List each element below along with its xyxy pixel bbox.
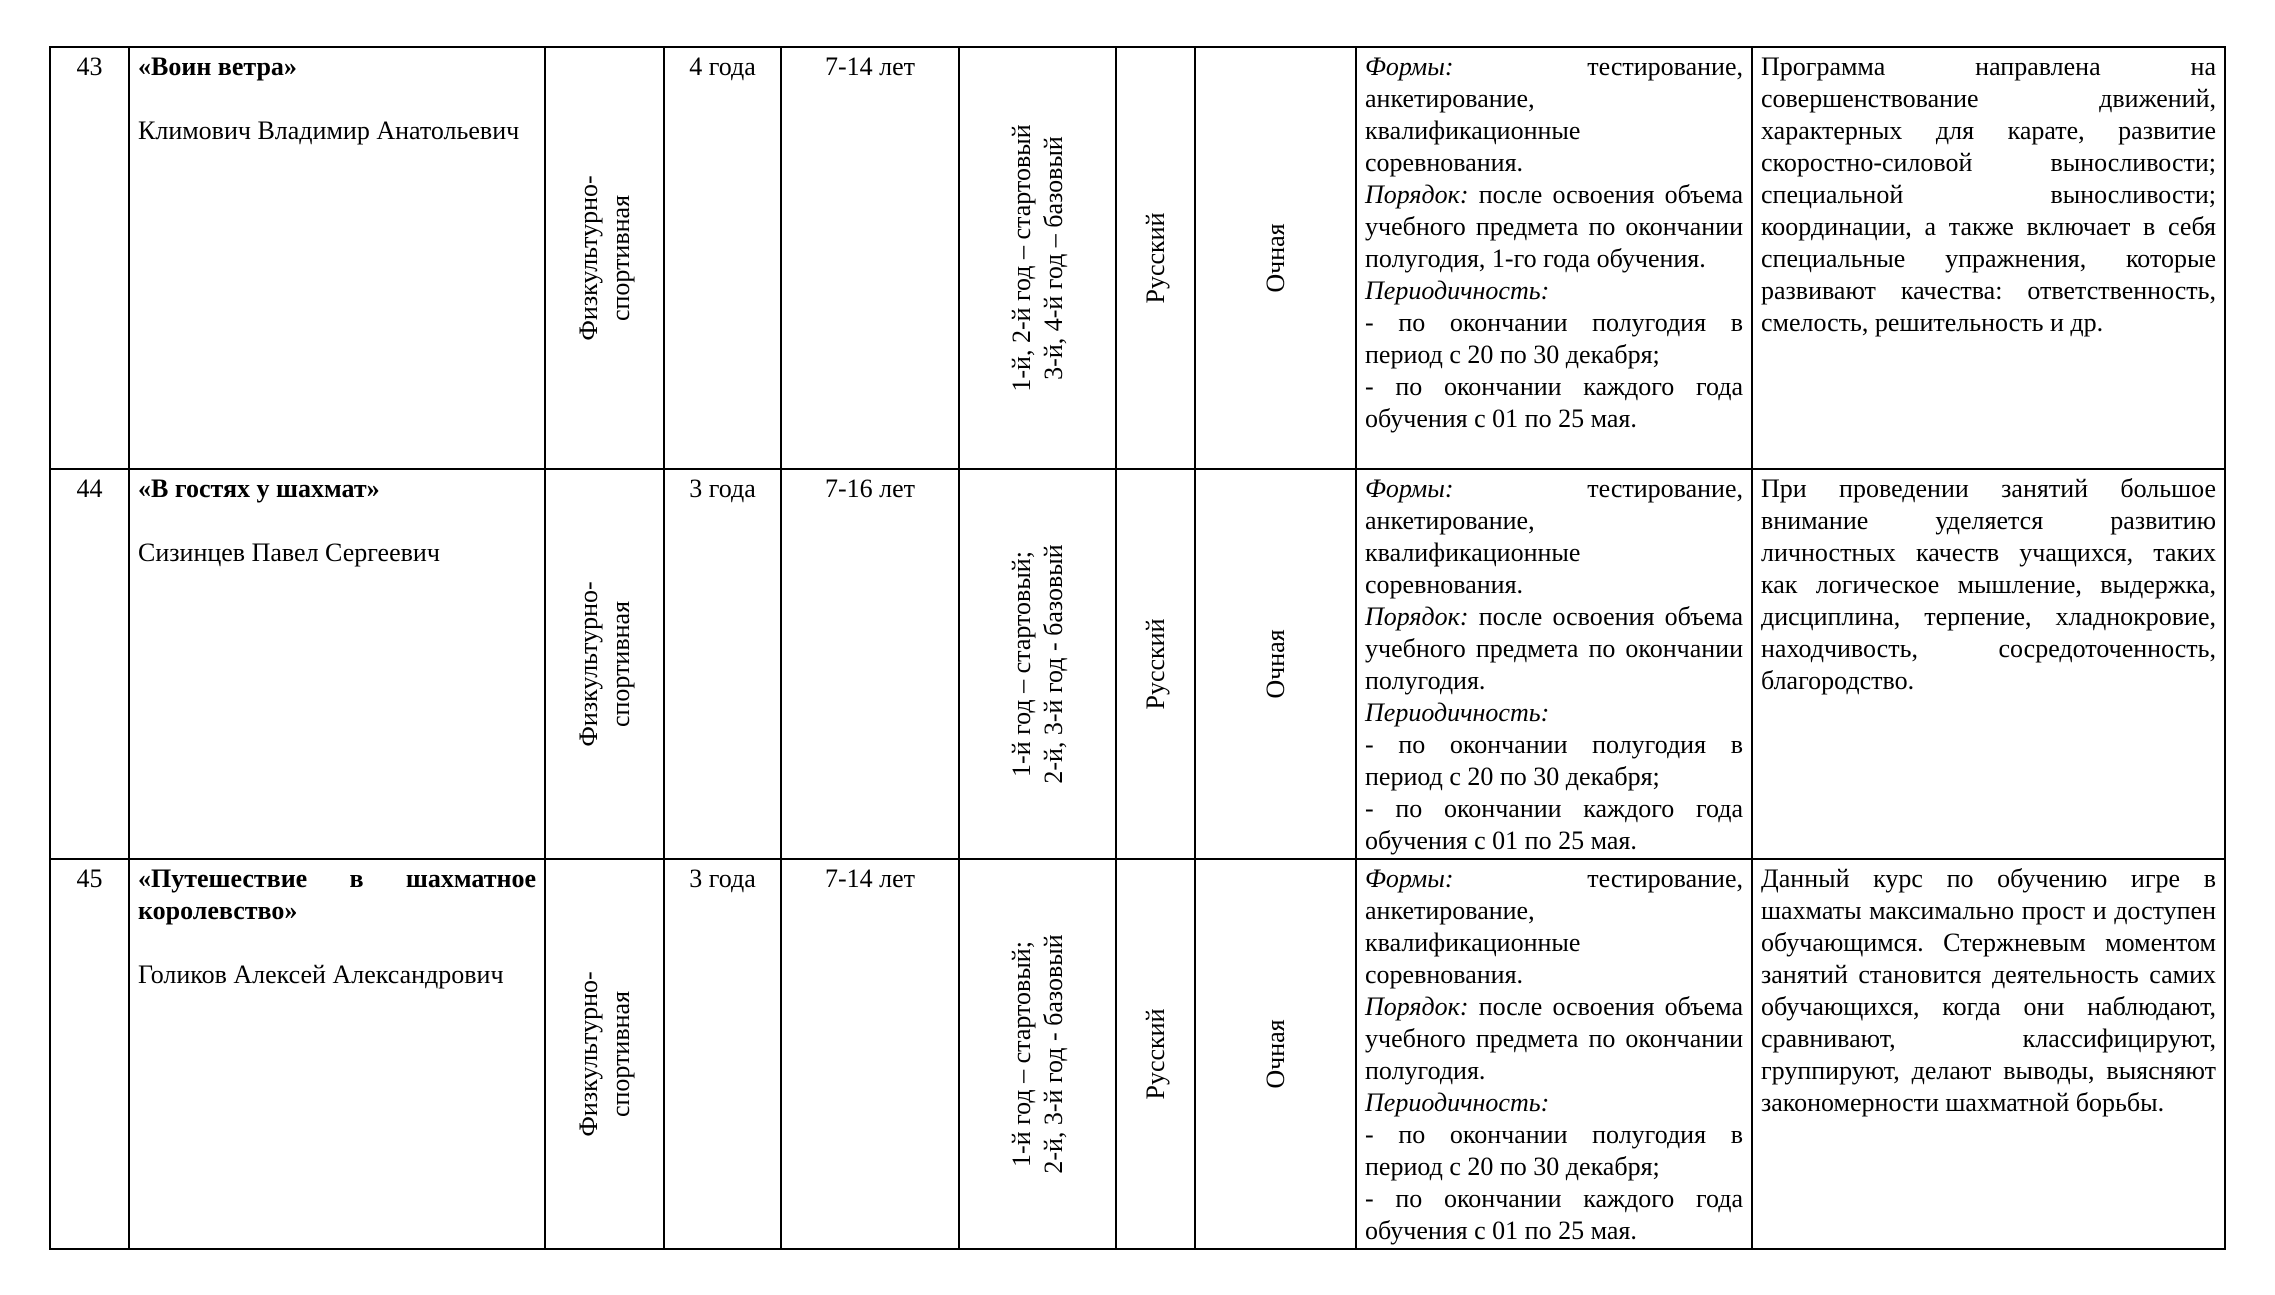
program-title: «В гостях у шахмат» [138,474,380,503]
level-line2: 3-й, 4-й год – базовый [1038,136,1068,380]
direction-line1: Физкультурно- [573,581,603,747]
duration-cell: 3 года [664,859,781,1249]
period-label: Периодичность: [1365,1088,1550,1117]
program-cell [129,47,545,469]
direction-cell [545,469,664,859]
direction-cell [545,47,664,469]
forms-label: Формы: [1365,474,1454,503]
form-cell [1195,469,1356,859]
age-cell: 7-14 лет [781,47,959,469]
program-title: «Путешествие в шахматное королевство» [138,864,536,925]
program-cell [129,859,545,1249]
direction-line1: Физкультурно- [573,971,603,1137]
language-text: Русский [1140,618,1170,710]
order-paragraph [1365,991,1743,1087]
level-cell [959,469,1116,859]
form-text: Очная [1260,1019,1290,1089]
language-cell [1116,859,1195,1249]
level-line1: 1-й год – стартовый; [1006,551,1036,777]
forms-label: Формы: [1365,52,1454,81]
period-label-line [1365,697,1743,729]
program-title: «Воин ветра» [138,52,297,81]
attestation-cell [1356,47,1752,469]
program-author: Климович Владимир Анатольевич [138,116,520,145]
period-item1: - по окончании полугодия в период с 20 по 30 декабря; [1365,730,1743,791]
form-text: Очная [1260,223,1290,293]
forms-paragraph [1365,51,1743,179]
period-label-line [1365,1087,1743,1119]
program-description: При проведении занятий большое внимание уделяется развитию личностных качеств учащихся, таких как логическое мышление, выдержка, дисциплина, терпение, хладнокровие, находчивость, сосредоточенность, благородство. [1761,474,2216,695]
form-cell [1195,859,1356,1249]
attestation-cell [1356,859,1752,1249]
form-text: Очная [1260,629,1290,699]
level-line2: 2-й, 3-й год - базовый [1038,934,1068,1174]
attestation-cell [1356,469,1752,859]
order-label: Порядок: [1365,180,1469,209]
row-number: 43 [50,47,129,469]
order-text: после освоения объема учебного предмета по окончании полугодия. [1365,992,1743,1085]
direction-line1: Физкультурно- [573,175,603,341]
order-label: Порядок: [1365,992,1469,1021]
order-text: после освоения объема учебного предмета по окончании полугодия, 1-го года обучения. [1365,180,1743,273]
age-cell: 7-14 лет [781,859,959,1249]
level-cell [959,47,1116,469]
forms-text: тестирование, анкетирование, квалификационные соревнования. [1365,474,1743,599]
language-cell [1116,469,1195,859]
forms-paragraph [1365,863,1743,991]
direction-line2: спортивная [605,990,635,1118]
row-number: 45 [50,859,129,1249]
program-description: Данный курс по обучению игре в шахматы максимально прост и доступен обучающимся. Стержневым моментом занятий становится деятельность самих обучающихся, когда они наблюдают, сравнивают, классифицируют, группируют, делают выводы, выясняют закономерности шахматной борьбы. [1761,864,2216,1117]
form-cell [1195,47,1356,469]
level-cell [959,859,1116,1249]
program-description: Программа направлена на совершенствование движений, характерных для карате, развитие скоростно-силовой выносливости; специальной выносливости; координации, а также включает в себя специальные упражнения, которые развивают качества: ответственность, смелость, решительность и др. [1761,52,2216,337]
level-line1: 1-й год – стартовый; [1006,941,1036,1167]
duration-cell: 4 года [664,47,781,469]
description-cell [1752,47,2225,469]
order-paragraph [1365,179,1743,275]
description-cell [1752,469,2225,859]
level-line1: 1-й, 2-й год – стартовый [1006,124,1036,392]
period-item2: - по окончании каждого года обучения с 01 по 25 мая. [1365,1184,1743,1245]
period-item2: - по окончании каждого года обучения с 01 по 25 мая. [1365,372,1743,433]
age-cell: 7-16 лет [781,469,959,859]
period-label-line [1365,275,1743,307]
program-cell [129,469,545,859]
table-row [50,469,2225,859]
order-paragraph [1365,601,1743,697]
table-row [50,47,2225,469]
forms-label: Формы: [1365,864,1454,893]
language-text: Русский [1140,212,1170,304]
forms-text: тестирование, анкетирование, квалификационные соревнования. [1365,52,1743,177]
language-cell [1116,47,1195,469]
programs-table [49,46,2226,1250]
period-item2: - по окончании каждого года обучения с 01 по 25 мая. [1365,794,1743,855]
language-text: Русский [1140,1008,1170,1100]
program-author: Сизинцев Павел Сергеевич [138,538,440,567]
row-number: 44 [50,469,129,859]
direction-cell [545,859,664,1249]
direction-line2: спортивная [605,600,635,728]
period-item1: - по окончании полугодия в период с 20 по 30 декабря; [1365,1120,1743,1181]
forms-text: тестирование, анкетирование, квалификационные соревнования. [1365,864,1743,989]
forms-paragraph [1365,473,1743,601]
period-label: Периодичность: [1365,698,1550,727]
table-row [50,859,2225,1249]
program-author: Голиков Алексей Александрович [138,960,504,989]
level-line2: 2-й, 3-й год - базовый [1038,544,1068,784]
duration-cell: 3 года [664,469,781,859]
direction-line2: спортивная [605,194,635,322]
order-text: после освоения объема учебного предмета по окончании полугодия. [1365,602,1743,695]
order-label: Порядок: [1365,602,1469,631]
period-label: Периодичность: [1365,276,1550,305]
description-cell [1752,859,2225,1249]
period-item1: - по окончании полугодия в период с 20 по 30 декабря; [1365,308,1743,369]
